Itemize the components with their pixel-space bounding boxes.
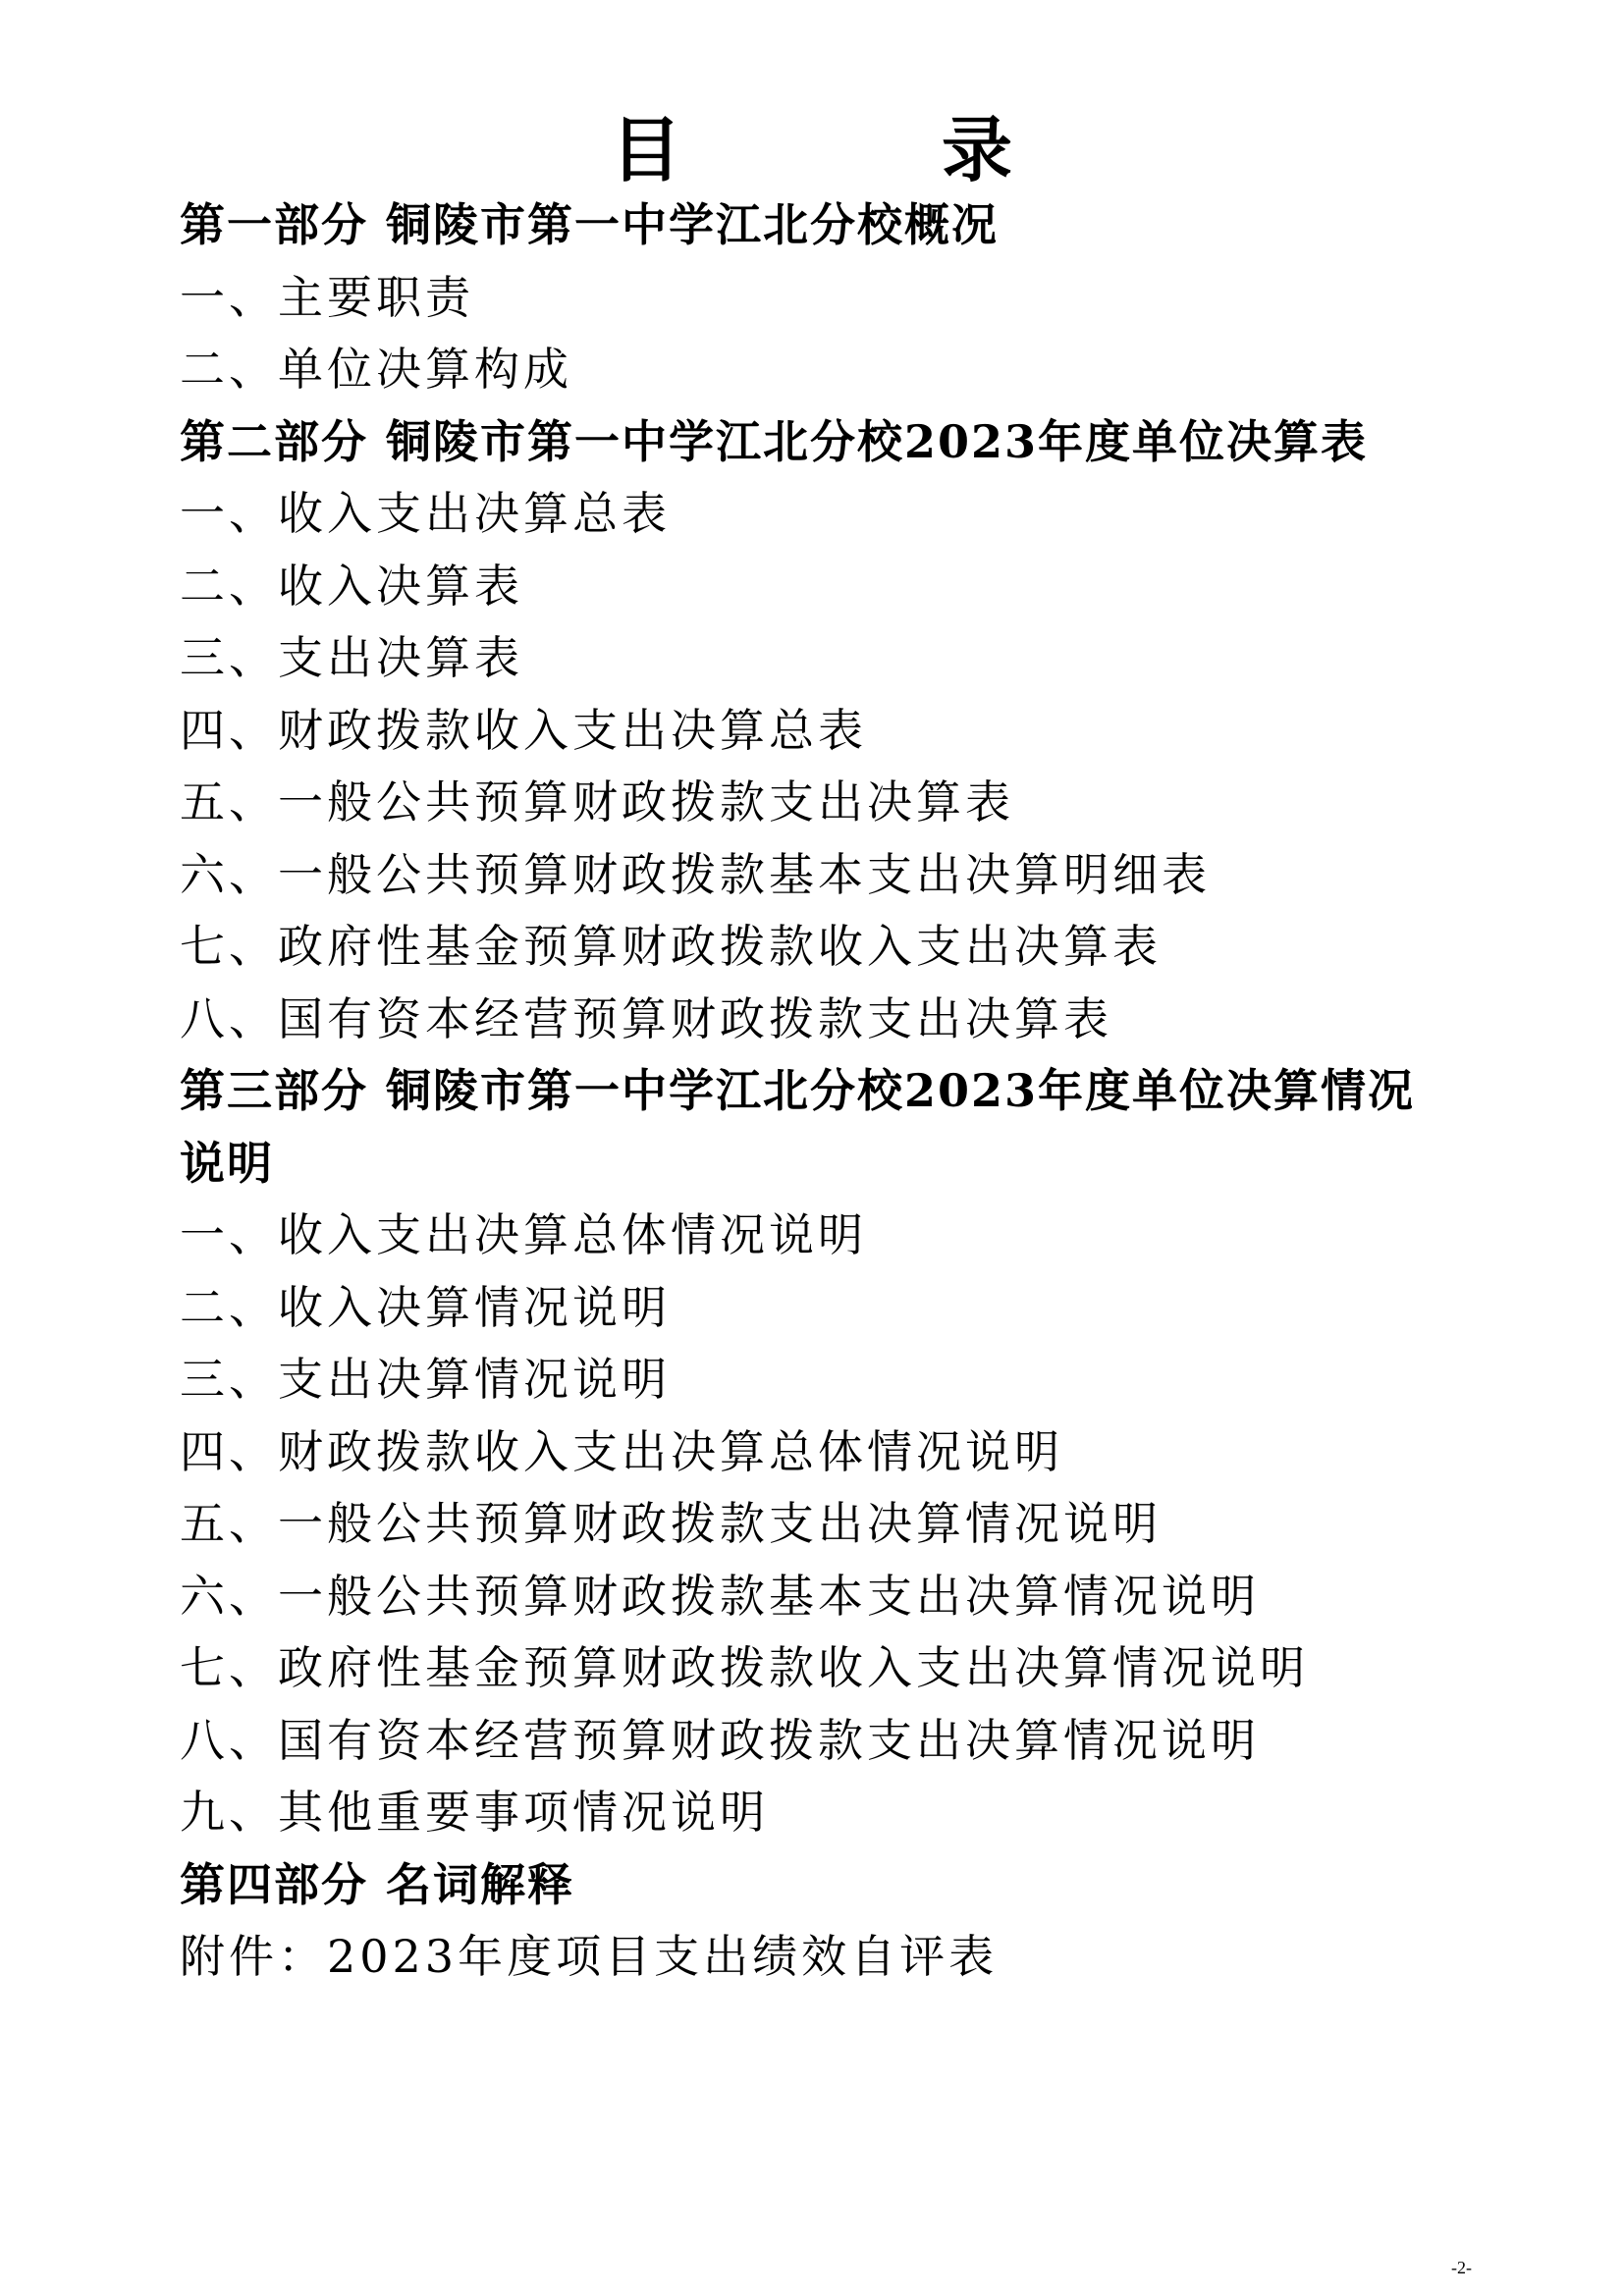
toc-part-3-continued: 说明 bbox=[180, 1136, 274, 1190]
toc-item: 一、收入支出决算总表 bbox=[180, 487, 671, 540]
toc-item: 三、支出决算情况说明 bbox=[180, 1353, 671, 1406]
toc-item: 五、一般公共预算财政拨款支出决算情况说明 bbox=[180, 1497, 1162, 1550]
toc-item: 四、财政拨款收入支出决算总表 bbox=[180, 703, 867, 757]
toc-part-3: 第三部分 铜陵市第一中学江北分校2023年度单位决算情况 bbox=[180, 1064, 1416, 1117]
toc-item: 五、一般公共预算财政拨款支出决算表 bbox=[180, 775, 1014, 828]
toc-item: 八、国有资本经营预算财政拨款支出决算表 bbox=[180, 991, 1112, 1045]
toc-item: 三、支出决算表 bbox=[180, 631, 523, 684]
page-number: -2- bbox=[1451, 2258, 1472, 2277]
toc-item: 四、财政拨款收入支出决算总体情况说明 bbox=[180, 1424, 1063, 1478]
toc-item: 八、国有资本经营预算财政拨款支出决算情况说明 bbox=[180, 1713, 1260, 1767]
toc-item: 六、一般公共预算财政拨款基本支出决算明细表 bbox=[180, 847, 1211, 901]
toc-item: 一、收入支出决算总体情况说明 bbox=[180, 1208, 867, 1261]
toc-item: 一、主要职责 bbox=[180, 270, 474, 324]
toc-item: 七、政府性基金预算财政拨款收入支出决算情况说明 bbox=[180, 1641, 1309, 1694]
toc-part-2: 第二部分 铜陵市第一中学江北分校2023年度单位决算表 bbox=[180, 414, 1369, 468]
toc-item: 九、其他重要事项情况说明 bbox=[180, 1786, 769, 1839]
toc-item: 七、政府性基金预算财政拨款收入支出决算表 bbox=[180, 920, 1162, 973]
toc-item: 二、单位决算构成 bbox=[180, 343, 572, 396]
table-of-contents bbox=[180, 189, 1456, 1994]
toc-part-1: 第一部分 铜陵市第一中学江北分校概况 bbox=[180, 198, 1000, 251]
toc-part-4: 第四部分 名词解释 bbox=[180, 1857, 575, 1911]
page-title: 目 录 bbox=[610, 108, 1131, 191]
toc-item: 六、一般公共预算财政拨款基本支出决算情况说明 bbox=[180, 1569, 1260, 1623]
toc-item: 二、收入决算情况说明 bbox=[180, 1280, 671, 1334]
toc-attachment: 附件：2023年度项目支出绩效自评表 bbox=[180, 1930, 999, 1983]
toc-item: 二、收入决算表 bbox=[180, 559, 523, 613]
